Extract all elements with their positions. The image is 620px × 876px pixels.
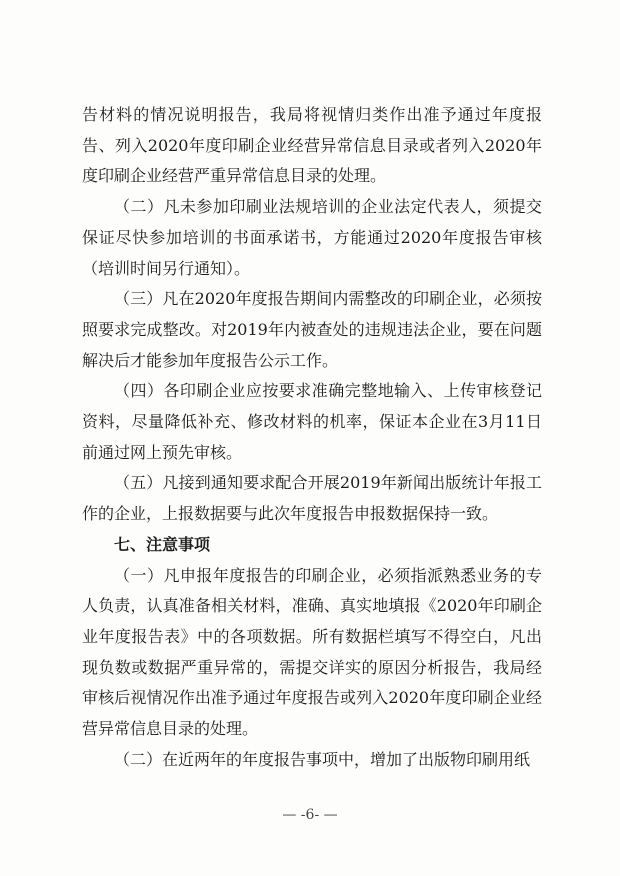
section-heading: 七、注意事项 (114, 534, 211, 554)
paragraph-continuation: 告材料的情况说明报告，我局将视情归类作出准予通过年度报告、列入2020年度印刷企业经营异常信息目录或者列入2020年度印刷企业经营严重异常信息目录的处理。 (82, 105, 542, 186)
paragraph-item-3: （三）凡在2020年度报告期间内需整改的印刷企业，必须按照要求完成整改。对2019年内被查处的违规违法企业，要在问题解决后才能参加年度报告公示工作。 (82, 289, 542, 370)
paragraph-notice-1: （一）凡申报年度报告的印刷企业，必须指派熟悉业务的专人负责，认真准备相关材料，准确、真实地填报《2020年印刷企业年度报告表》中的各项数据。所有数据栏填写不得空白，凡出现负数或数据严重异常的，需提交详实的原因分析报告，我局经审核后视情况作出准予通过年度报告或列入2020年度印刷企业经营异常信息目录的处理。 (82, 565, 542, 739)
faint-header-mark (250, 66, 350, 74)
body-text (82, 100, 542, 775)
paragraph-notice-2: （二）在近两年的年度报告事项中，增加了出版物印刷用纸 (114, 749, 531, 769)
paragraph-item-5: （五）凡接到通知要求配合开展2019年新闻出版统计年报工作的企业，上报数据要与此次年度报告申报数据保持一致。 (82, 473, 542, 524)
paragraph-item-2: （二）凡未参加印刷业法规培训的企业法定代表人，须提交保证尽快参加培训的书面承诺书，方能通过2020年度报告审核（培训时间另行通知）。 (82, 197, 542, 278)
paragraph-item-4: （四）各印刷企业应按要求准确完整地输入、上传审核登记资料，尽量降低补充、修改材料的机率，保证本企业在3月11日前通过网上预先审核。 (82, 381, 542, 462)
page-number: — -6- — (282, 807, 338, 823)
